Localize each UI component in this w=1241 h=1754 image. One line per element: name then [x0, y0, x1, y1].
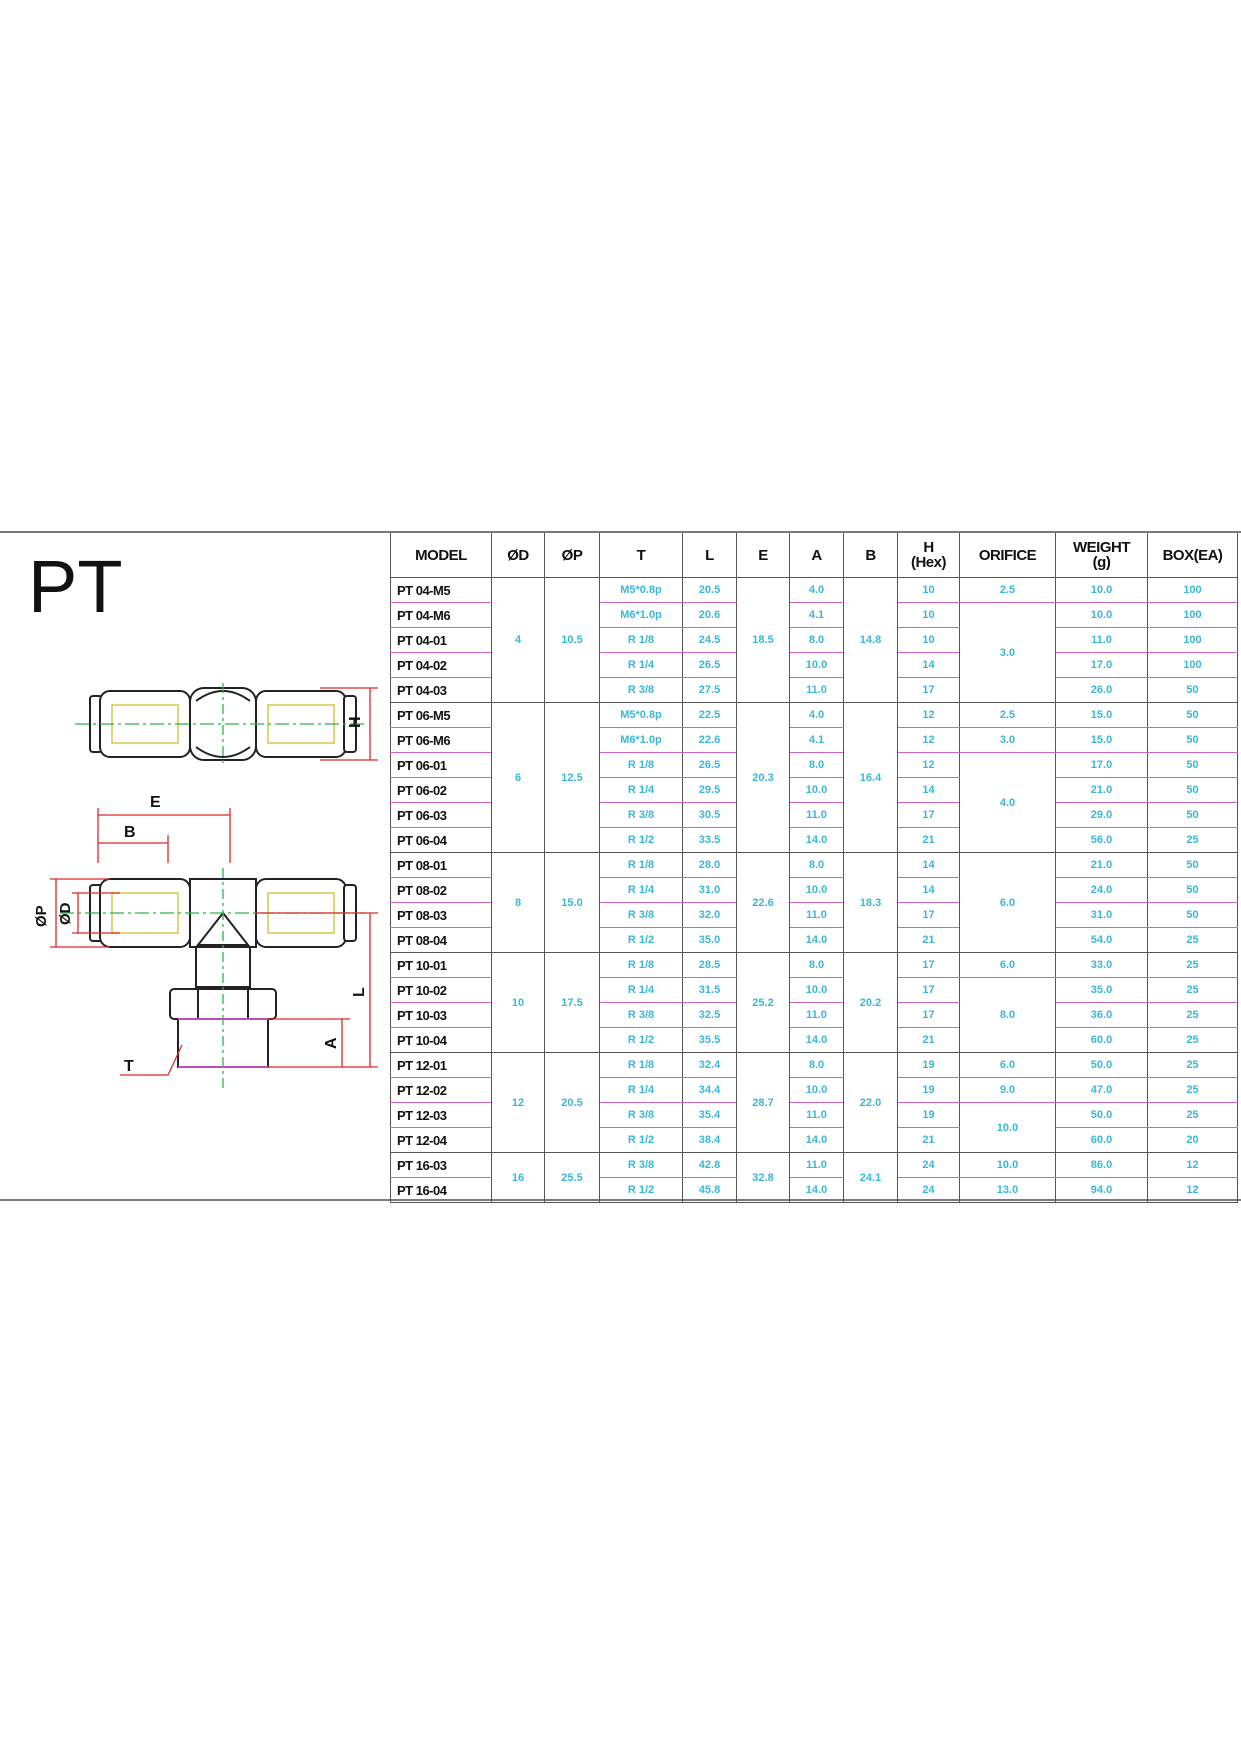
cell-weight: 11.0: [1056, 628, 1148, 653]
col-od: ØD: [492, 533, 545, 578]
cell-weight: 21.0: [1056, 853, 1148, 878]
h-label: H: [347, 716, 364, 728]
cell-orifice: 6.0: [960, 953, 1056, 978]
cell-a: 8.0: [790, 853, 844, 878]
cell-h: 21: [898, 1028, 960, 1053]
cell-h: 12: [898, 703, 960, 728]
cell-a: 8.0: [790, 953, 844, 978]
cell-model: PT 06-04: [391, 828, 492, 853]
cell-e: 18.5: [737, 578, 790, 703]
cell-weight: 15.0: [1056, 728, 1148, 753]
cell-t: R 3/8: [600, 678, 683, 703]
cell-box: 50: [1148, 878, 1238, 903]
cell-t: R 3/8: [600, 1103, 683, 1128]
cell-t: R 1/4: [600, 1078, 683, 1103]
cell-a: 8.0: [790, 1053, 844, 1078]
cell-h: 19: [898, 1078, 960, 1103]
cell-l: 24.5: [683, 628, 737, 653]
cell-a: 10.0: [790, 878, 844, 903]
cell-h: 24: [898, 1178, 960, 1203]
cell-weight: 50.0: [1056, 1103, 1148, 1128]
cell-h: 21: [898, 1128, 960, 1153]
cell-l: 45.8: [683, 1178, 737, 1203]
cell-weight: 10.0: [1056, 603, 1148, 628]
cell-a: 14.0: [790, 928, 844, 953]
cell-weight: 17.0: [1056, 653, 1148, 678]
cell-model: PT 10-04: [391, 1028, 492, 1053]
col-h-line2: (Hex): [910, 554, 946, 571]
op-label: ØP: [33, 905, 50, 927]
cell-orifice: 2.5: [960, 703, 1056, 728]
cell-a: 4.1: [790, 603, 844, 628]
cell-a: 8.0: [790, 753, 844, 778]
cell-l: 32.0: [683, 903, 737, 928]
cell-t: M5*0.8p: [600, 703, 683, 728]
cell-model: PT 10-02: [391, 978, 492, 1003]
cell-weight: 56.0: [1056, 828, 1148, 853]
cell-l: 28.5: [683, 953, 737, 978]
cell-b: 14.8: [844, 578, 898, 703]
cell-weight: 60.0: [1056, 1028, 1148, 1053]
cell-e: 25.2: [737, 953, 790, 1053]
cell-weight: 21.0: [1056, 778, 1148, 803]
cell-orifice: 9.0: [960, 1078, 1056, 1103]
cell-l: 29.5: [683, 778, 737, 803]
cell-l: 22.6: [683, 728, 737, 753]
cell-model: PT 06-03: [391, 803, 492, 828]
cell-model: PT 12-04: [391, 1128, 492, 1153]
cell-orifice: 10.0: [960, 1103, 1056, 1153]
cell-box: 25: [1148, 1078, 1238, 1103]
cell-box: 100: [1148, 628, 1238, 653]
cell-box: 100: [1148, 653, 1238, 678]
cell-e: 32.8: [737, 1153, 790, 1203]
cell-h: 10: [898, 628, 960, 653]
col-op: ØP: [545, 533, 600, 578]
cell-t: R 1/2: [600, 928, 683, 953]
cell-b: 16.4: [844, 703, 898, 853]
cell-l: 31.0: [683, 878, 737, 903]
table-row: [391, 1053, 1238, 1078]
cell-weight: 35.0: [1056, 978, 1148, 1003]
cell-od: 6: [492, 703, 545, 853]
cell-weight: 29.0: [1056, 803, 1148, 828]
cell-model: PT 04-03: [391, 678, 492, 703]
cell-h: 14: [898, 778, 960, 803]
cell-l: 35.4: [683, 1103, 737, 1128]
e-label: E: [150, 794, 161, 811]
cell-model: PT 06-M6: [391, 728, 492, 753]
cell-model: PT 04-01: [391, 628, 492, 653]
cell-a: 4.1: [790, 728, 844, 753]
cell-l: 27.5: [683, 678, 737, 703]
cell-h: 21: [898, 928, 960, 953]
cell-weight: 36.0: [1056, 1003, 1148, 1028]
l-label: L: [351, 987, 368, 997]
e-b-dimensions: [98, 808, 230, 863]
cell-a: 11.0: [790, 678, 844, 703]
cell-h: 17: [898, 903, 960, 928]
cell-a: 10.0: [790, 778, 844, 803]
table-row: [391, 578, 1238, 603]
cell-b: 18.3: [844, 853, 898, 953]
cell-t: R 1/8: [600, 953, 683, 978]
cell-model: PT 08-03: [391, 903, 492, 928]
cell-model: PT 06-01: [391, 753, 492, 778]
cell-box: 50: [1148, 778, 1238, 803]
cell-box: 12: [1148, 1178, 1238, 1203]
cell-t: R 1/4: [600, 778, 683, 803]
cell-orifice: 8.0: [960, 978, 1056, 1053]
cell-weight: 94.0: [1056, 1178, 1148, 1203]
cell-l: 28.0: [683, 853, 737, 878]
cell-t: M6*1.0p: [600, 728, 683, 753]
cell-model: PT 12-03: [391, 1103, 492, 1128]
cell-box: 50: [1148, 903, 1238, 928]
cell-a: 14.0: [790, 1128, 844, 1153]
cell-box: 100: [1148, 578, 1238, 603]
cell-op: 10.5: [545, 578, 600, 703]
cell-model: PT 08-02: [391, 878, 492, 903]
cell-box: 50: [1148, 803, 1238, 828]
cell-box: 25: [1148, 953, 1238, 978]
col-t: T: [600, 533, 683, 578]
cell-l: 26.5: [683, 753, 737, 778]
cell-t: R 1/8: [600, 853, 683, 878]
cell-op: 20.5: [545, 1053, 600, 1153]
cell-weight: 15.0: [1056, 703, 1148, 728]
col-model: MODEL: [391, 533, 492, 578]
cell-t: R 1/2: [600, 828, 683, 853]
cell-h: 14: [898, 878, 960, 903]
cell-e: 28.7: [737, 1053, 790, 1153]
cell-model: PT 16-04: [391, 1178, 492, 1203]
col-box: BOX(EA): [1148, 533, 1238, 578]
cell-t: R 1/4: [600, 653, 683, 678]
cell-h: 10: [898, 578, 960, 603]
cell-l: 20.6: [683, 603, 737, 628]
cell-od: 8: [492, 853, 545, 953]
col-e: E: [737, 533, 790, 578]
catalog-sheet: [0, 531, 1241, 1201]
cell-t: R 3/8: [600, 903, 683, 928]
cell-t: R 3/8: [600, 803, 683, 828]
cell-model: PT 04-M6: [391, 603, 492, 628]
cell-weight: 10.0: [1056, 578, 1148, 603]
cell-orifice: 6.0: [960, 853, 1056, 953]
cell-box: 25: [1148, 1003, 1238, 1028]
cell-a: 4.0: [790, 578, 844, 603]
cell-op: 25.5: [545, 1153, 600, 1203]
cell-h: 21: [898, 828, 960, 853]
cell-od: 16: [492, 1153, 545, 1203]
cell-model: PT 10-01: [391, 953, 492, 978]
col-weight: [1056, 533, 1148, 578]
table-row: [391, 703, 1238, 728]
cell-h: 24: [898, 1153, 960, 1178]
cell-box: 25: [1148, 1028, 1238, 1053]
cell-l: 34.4: [683, 1078, 737, 1103]
col-l: L: [683, 533, 737, 578]
cell-h: 17: [898, 803, 960, 828]
col-weight-line1: WEIGHT: [1073, 539, 1130, 556]
cell-model: PT 04-02: [391, 653, 492, 678]
cell-h: 19: [898, 1103, 960, 1128]
cell-weight: 31.0: [1056, 903, 1148, 928]
cell-h: 17: [898, 1003, 960, 1028]
cell-model: PT 12-01: [391, 1053, 492, 1078]
cell-t: R 1/2: [600, 1178, 683, 1203]
cell-l: 22.5: [683, 703, 737, 728]
cell-t: R 3/8: [600, 1003, 683, 1028]
cell-h: 19: [898, 1053, 960, 1078]
cell-l: 42.8: [683, 1153, 737, 1178]
cell-weight: 50.0: [1056, 1053, 1148, 1078]
cell-box: 50: [1148, 753, 1238, 778]
product-title: PT: [28, 545, 123, 628]
cell-weight: 47.0: [1056, 1078, 1148, 1103]
cell-l: 33.5: [683, 828, 737, 853]
cell-box: 50: [1148, 678, 1238, 703]
col-h-hex: [898, 533, 960, 578]
cell-model: PT 12-02: [391, 1078, 492, 1103]
cell-b: 20.2: [844, 953, 898, 1053]
cell-l: 20.5: [683, 578, 737, 603]
cell-box: 25: [1148, 828, 1238, 853]
col-h-line1: H: [923, 539, 934, 556]
col-b: B: [844, 533, 898, 578]
col-a: A: [790, 533, 844, 578]
cell-weight: 24.0: [1056, 878, 1148, 903]
cell-l: 32.4: [683, 1053, 737, 1078]
cell-a: 8.0: [790, 628, 844, 653]
cell-od: 12: [492, 1053, 545, 1153]
a-label: A: [323, 1037, 340, 1049]
cell-l: 31.5: [683, 978, 737, 1003]
cell-a: 11.0: [790, 803, 844, 828]
header-row: [391, 533, 1238, 578]
cell-box: 50: [1148, 853, 1238, 878]
b-label: B: [124, 824, 136, 841]
spec-table: [390, 533, 1238, 1203]
cell-a: 11.0: [790, 1103, 844, 1128]
cell-h: 12: [898, 728, 960, 753]
cell-box: 12: [1148, 1153, 1238, 1178]
cell-h: 17: [898, 953, 960, 978]
table-body: [391, 578, 1238, 1203]
cell-model: PT 04-M5: [391, 578, 492, 603]
cell-model: PT 10-03: [391, 1003, 492, 1028]
cell-t: R 1/4: [600, 978, 683, 1003]
cell-b: 22.0: [844, 1053, 898, 1153]
cell-box: 50: [1148, 703, 1238, 728]
cell-box: 100: [1148, 603, 1238, 628]
cell-a: 14.0: [790, 1178, 844, 1203]
cell-weight: 86.0: [1056, 1153, 1148, 1178]
cell-weight: 33.0: [1056, 953, 1148, 978]
t-label: T: [124, 1058, 134, 1075]
cell-t: R 1/2: [600, 1028, 683, 1053]
cell-box: 25: [1148, 978, 1238, 1003]
cell-box: 25: [1148, 928, 1238, 953]
table-row: [391, 1153, 1238, 1178]
cell-l: 30.5: [683, 803, 737, 828]
col-weight-line2: (g): [1092, 554, 1111, 571]
cell-orifice: 6.0: [960, 1053, 1056, 1078]
cell-h: 12: [898, 753, 960, 778]
cell-l: 32.5: [683, 1003, 737, 1028]
cell-box: 25: [1148, 1103, 1238, 1128]
table-row: [391, 953, 1238, 978]
cell-l: 26.5: [683, 653, 737, 678]
cell-box: 50: [1148, 728, 1238, 753]
cell-a: 10.0: [790, 1078, 844, 1103]
cell-a: 11.0: [790, 1003, 844, 1028]
cell-weight: 54.0: [1056, 928, 1148, 953]
cell-model: PT 06-M5: [391, 703, 492, 728]
cell-h: 14: [898, 653, 960, 678]
cell-orifice: 13.0: [960, 1178, 1056, 1203]
cell-t: R 1/4: [600, 878, 683, 903]
cell-op: 17.5: [545, 953, 600, 1053]
cell-orifice: 3.0: [960, 603, 1056, 703]
cell-t: R 1/8: [600, 1053, 683, 1078]
cell-e: 22.6: [737, 853, 790, 953]
cell-od: 4: [492, 578, 545, 703]
cell-od: 10: [492, 953, 545, 1053]
cell-box: 25: [1148, 1053, 1238, 1078]
cell-box: 20: [1148, 1128, 1238, 1153]
cell-t: R 1/2: [600, 1128, 683, 1153]
cell-l: 38.4: [683, 1128, 737, 1153]
cell-a: 14.0: [790, 828, 844, 853]
cell-b: 24.1: [844, 1153, 898, 1203]
cell-t: R 1/8: [600, 753, 683, 778]
cell-a: 11.0: [790, 903, 844, 928]
cell-h: 10: [898, 603, 960, 628]
cell-model: PT 08-04: [391, 928, 492, 953]
cell-op: 12.5: [545, 703, 600, 853]
cell-model: PT 06-02: [391, 778, 492, 803]
cell-model: PT 08-01: [391, 853, 492, 878]
cell-t: M5*0.8p: [600, 578, 683, 603]
cell-orifice: 10.0: [960, 1153, 1056, 1178]
cell-orifice: 3.0: [960, 728, 1056, 753]
cell-weight: 17.0: [1056, 753, 1148, 778]
cell-t: R 1/8: [600, 628, 683, 653]
cell-orifice: 4.0: [960, 753, 1056, 853]
cell-model: PT 16-03: [391, 1153, 492, 1178]
cell-h: 17: [898, 678, 960, 703]
tee-fitting-drawing: [20, 683, 368, 1123]
cell-op: 15.0: [545, 853, 600, 953]
cell-orifice: 2.5: [960, 578, 1056, 603]
table-row: [391, 853, 1238, 878]
cell-h: 17: [898, 978, 960, 1003]
cell-a: 4.0: [790, 703, 844, 728]
cell-h: 14: [898, 853, 960, 878]
cell-a: 14.0: [790, 1028, 844, 1053]
cell-e: 20.3: [737, 703, 790, 853]
cell-a: 10.0: [790, 978, 844, 1003]
cell-a: 10.0: [790, 653, 844, 678]
col-orifice: ORIFICE: [960, 533, 1056, 578]
cell-l: 35.5: [683, 1028, 737, 1053]
cell-weight: 26.0: [1056, 678, 1148, 703]
cell-l: 35.0: [683, 928, 737, 953]
cell-t: M6*1.0p: [600, 603, 683, 628]
cell-weight: 60.0: [1056, 1128, 1148, 1153]
cell-t: R 3/8: [600, 1153, 683, 1178]
od-label: ØD: [57, 902, 74, 925]
cell-a: 11.0: [790, 1153, 844, 1178]
